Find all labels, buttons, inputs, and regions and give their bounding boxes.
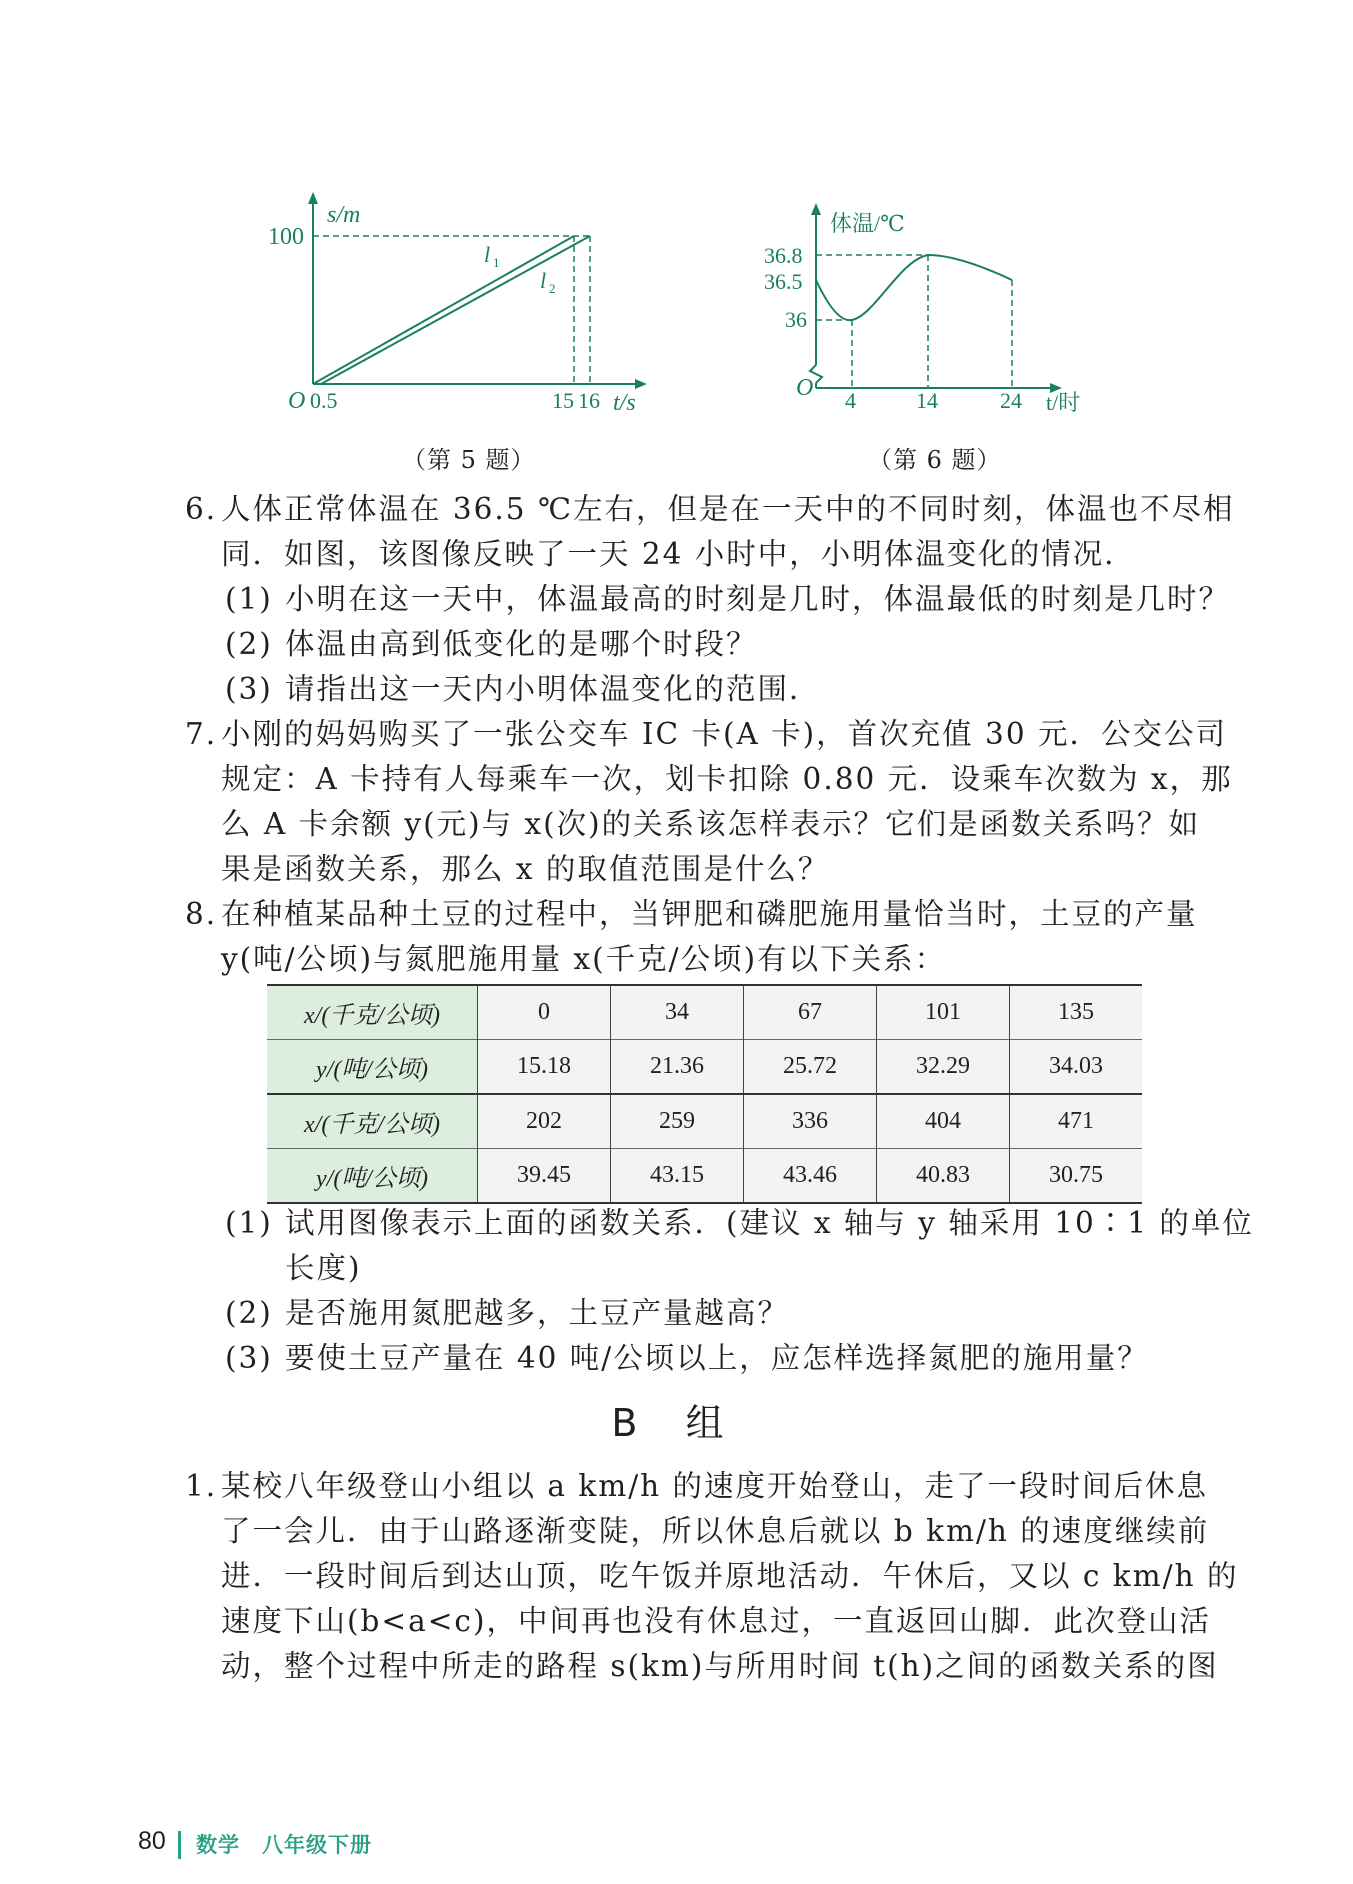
table-cell: 471	[1010, 1094, 1143, 1149]
b1-line-2	[221, 1511, 1209, 1551]
table-row	[267, 985, 1142, 1040]
b1-text-4: 速度下山(b<a<c)，中间再也没有休息过，一直返回山脚．此次登山活	[221, 1604, 1211, 1638]
table-cell: 336	[744, 1094, 877, 1149]
table-cell: 30.75	[1010, 1149, 1143, 1204]
fig5-tick-16: 16	[578, 388, 600, 413]
fig5-tick-100: 100	[268, 224, 304, 250]
q7-text-3: 么 A 卡余额 y(元)与 x(次)的关系该怎样表示？它们是函数关系吗？如	[221, 807, 1201, 841]
table-cell: 43.15	[611, 1149, 744, 1204]
fig6-origin: O	[796, 375, 814, 401]
book-title: 数学 八年级下册	[196, 1834, 372, 1857]
q8-sub-1-number: (1)	[225, 1206, 273, 1240]
table-cell: 40.83	[877, 1149, 1010, 1204]
table-header-x: x/(千克/公顷)	[267, 985, 478, 1040]
q8-sub-1-text: 试用图像表示上面的函数关系．(建议 x 轴与 y 轴采用 10∶1 的单位	[285, 1206, 1254, 1240]
q6-sub-2-text: 体温由高到低变化的是哪个时段？	[285, 627, 758, 661]
fig5-y-arrow	[308, 192, 318, 204]
q7-text-4: 果是函数关系，那么 x 的取值范围是什么？	[221, 852, 830, 886]
figure-6-caption: （第 6 题）	[868, 446, 1002, 474]
page-footer	[138, 1827, 372, 1857]
fig6-tick-24: 24	[1000, 388, 1022, 413]
fig6-tick-36: 36	[785, 307, 807, 332]
fig5-line-l1	[313, 236, 574, 384]
table-cell: 202	[478, 1094, 611, 1149]
table-cell: 15.18	[478, 1040, 611, 1095]
table-cell: 21.36	[611, 1040, 744, 1095]
fig5-line-l2	[321, 236, 590, 384]
q6-sub-3-text: 请指出这一天内小明体温变化的范围．	[285, 672, 821, 706]
q8-text-2: y(吨/公顷)与氮肥施用量 x(千克/公顷)有以下关系：	[221, 942, 947, 976]
fig5-tick-15: 15	[552, 388, 574, 413]
b1-text-5: 动，整个过程中所走的路程 s(km)与所用时间 t(h)之间的函数关系的图	[221, 1649, 1219, 1683]
q7-line-1	[185, 714, 1227, 754]
q8-line-2	[221, 939, 946, 979]
fig5-tick-05: 0.5	[310, 388, 338, 413]
table-cell: 135	[1010, 985, 1143, 1040]
q8-sub-1-cont	[285, 1248, 362, 1288]
table-cell: 34.03	[1010, 1040, 1143, 1095]
table-header-y: y/(吨/公顷)	[267, 1149, 478, 1204]
table-header-y: y/(吨/公顷)	[267, 1040, 478, 1095]
fig5-l1-label: l	[484, 242, 491, 267]
q6-line-1	[185, 489, 1234, 529]
table-cell: 101	[877, 985, 1010, 1040]
q6-sub-2	[225, 624, 758, 664]
table-cell: 39.45	[478, 1149, 611, 1204]
fig6-y-arrow	[811, 203, 821, 215]
section-b-title: B 组	[611, 1401, 742, 1445]
fig6-tick-365: 36.5	[764, 269, 803, 294]
q7-line-3	[221, 804, 1200, 844]
q8-line-1	[185, 894, 1198, 934]
q8-sub-2-number: (2)	[225, 1296, 273, 1330]
q6-text-1: 人体正常体温在 36.5 ℃左右，但是在一天中的不同时刻，体温也不尽相	[221, 492, 1235, 526]
q8-sub-1	[225, 1203, 1254, 1243]
fig5-l2-sub: 2	[549, 281, 556, 296]
q8-sub-3	[225, 1338, 1149, 1378]
q7-text-1: 小刚的妈妈购买了一张公交车 IC 卡(A 卡)，首次充值 30 元．公交公司	[221, 717, 1227, 751]
table-row	[267, 1094, 1142, 1149]
q8-sub-2	[225, 1293, 789, 1333]
q7-line-2	[221, 759, 1233, 799]
table-cell: 32.29	[877, 1040, 1010, 1095]
q6-text-2: 同．如图，该图像反映了一天 24 小时中，小明体温变化的情况．	[221, 537, 1136, 571]
table-row	[267, 1040, 1142, 1095]
b1-line-3	[221, 1556, 1238, 1596]
q8-sub-2-text: 是否施用氮肥越多，土豆产量越高？	[285, 1296, 790, 1330]
q7-line-4	[221, 849, 829, 889]
q7-number: 7.	[185, 717, 218, 751]
b1-text-2: 了一会儿．由于山路逐渐变陡，所以休息后就以 b km/h 的速度继续前	[221, 1514, 1210, 1548]
table-cell: 67	[744, 985, 877, 1040]
q7-text-2: 规定：A 卡持有人每乘车一次，划卡扣除 0.80 元．设乘车次数为 x，那	[221, 762, 1233, 796]
fertilizer-yield-table	[267, 984, 1142, 1204]
footer-divider	[178, 1831, 181, 1859]
table-cell: 0	[478, 985, 611, 1040]
fig6-tick-4: 4	[845, 388, 856, 413]
q6-line-2	[221, 534, 1136, 574]
fig5-origin: O	[288, 388, 306, 414]
figure-6	[750, 205, 1110, 415]
fig5-y-label: s/m	[327, 202, 361, 228]
fig5-x-arrow	[635, 379, 647, 389]
fig5-l1-sub: 1	[493, 255, 500, 270]
fig6-tick-14: 14	[916, 388, 938, 413]
q6-sub-3	[225, 669, 821, 709]
q8-number: 8.	[185, 897, 218, 931]
q6-number: 6.	[185, 492, 218, 526]
table-cell: 25.72	[744, 1040, 877, 1095]
figure-5-graph	[268, 200, 660, 420]
b1-number: 1.	[185, 1469, 218, 1503]
q8-text-1: 在种植某品种土豆的过程中，当钾肥和磷肥施用量恰当时，土豆的产量	[221, 897, 1198, 931]
q6-sub-1-text: 小明在这一天中，体温最高的时刻是几时，体温最低的时刻是几时？	[285, 582, 1231, 616]
q8-sub-1-text-cont: 长度)	[285, 1251, 362, 1285]
q6-sub-1-number: (1)	[225, 582, 273, 616]
figure-5-caption: （第 5 题）	[402, 446, 536, 474]
fig6-x-label: t/时	[1046, 390, 1081, 415]
q6-sub-1	[225, 579, 1230, 619]
fig6-temperature-curve	[816, 255, 1012, 320]
q8-sub-3-text: 要使土豆产量在 40 吨/公顷以上，应怎样选择氮肥的施用量？	[285, 1341, 1149, 1375]
b1-text-3: 进．一段时间后到达山顶，吃午饭并原地活动．午休后，又以 c km/h 的	[221, 1559, 1239, 1593]
table-cell: 34	[611, 985, 744, 1040]
figure-6-graph	[750, 205, 1110, 415]
figure-5	[268, 200, 660, 420]
q8-sub-3-number: (3)	[225, 1341, 273, 1375]
q6-sub-2-number: (2)	[225, 627, 273, 661]
fig5-l2-label: l	[540, 268, 547, 293]
fig5-x-label: t/s	[613, 390, 636, 416]
b1-text-1: 某校八年级登山小组以 a km/h 的速度开始登山，走了一段时间后休息	[221, 1469, 1209, 1503]
b1-line-5	[221, 1646, 1219, 1686]
table-cell: 43.46	[744, 1149, 877, 1204]
q6-sub-3-number: (3)	[225, 672, 273, 706]
table-header-x: x/(千克/公顷)	[267, 1094, 478, 1149]
fig6-y-label: 体温/℃	[830, 211, 905, 236]
b1-line-1	[185, 1466, 1208, 1506]
table-cell: 259	[611, 1094, 744, 1149]
page-number: 80	[138, 1827, 166, 1855]
table-cell: 404	[877, 1094, 1010, 1149]
fig6-tick-368: 36.8	[764, 243, 803, 268]
b1-line-4	[221, 1601, 1211, 1641]
table-row	[267, 1149, 1142, 1204]
